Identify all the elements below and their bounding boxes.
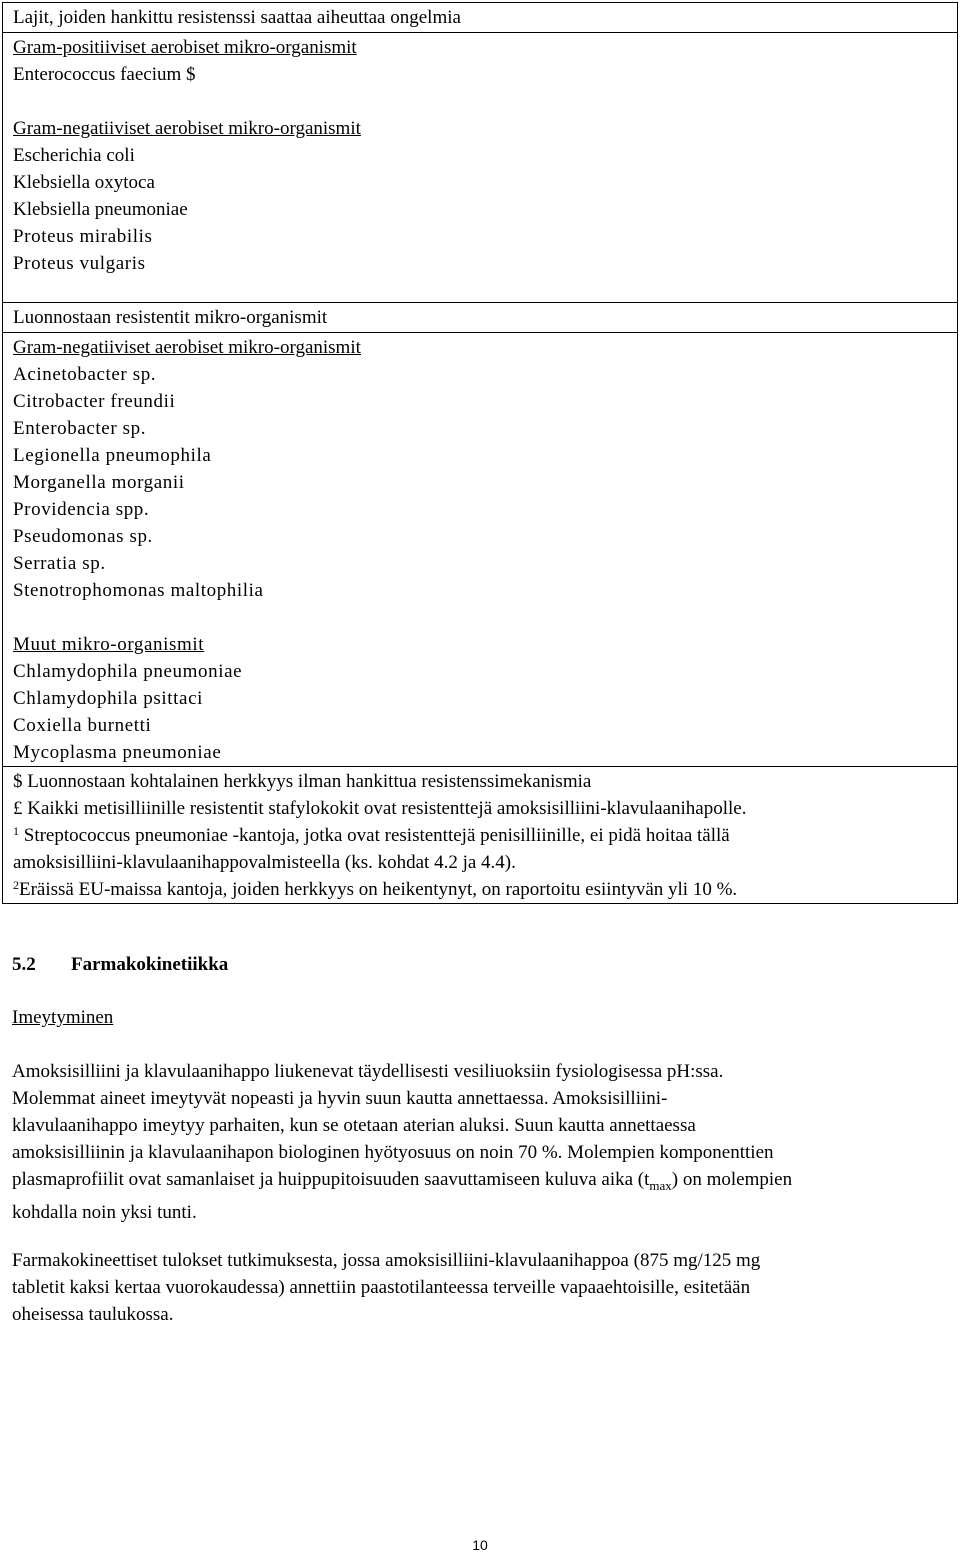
table-header-cell — [3, 3, 958, 33]
section-title: Farmakokinetiikka — [71, 954, 229, 975]
footnote-1-text: Streptococcus pneumoniae -kantoja, jotka ovat resistenttejä penisilliinille, ei pidä hoitaa tällä — [23, 825, 730, 846]
paragraph-line: kohdalla noin yksi tunti. — [12, 1201, 197, 1223]
section-heading — [12, 951, 228, 978]
group-title: Muut mikro-organismit — [13, 634, 205, 655]
intrinsic-resistance-cell — [3, 333, 958, 767]
organism-item: Enterococcus faecium $ — [13, 64, 196, 85]
paragraph-line: Farmakokineettiset tulokset tutkimuksesta, jossa amoksisilliini-klavulaanihappoa (875 mg/125 mg — [12, 1250, 761, 1271]
page-number: 10 — [472, 1537, 488, 1553]
line-part: ) on molempien — [671, 1169, 793, 1190]
group-title: Gram-negatiiviset aerobiset mikro-organismit — [13, 337, 361, 358]
organism-item: Morganella morganii — [13, 472, 185, 493]
paragraph-line: klavulaanihappo imeytyy parhaiten, kun se otetaan aterian aluksi. Suun kautta annettaessa — [12, 1115, 696, 1136]
footnote-dollar: $ Luonnostaan kohtalainen herkkyys ilman hankittua resistenssimekanismia — [13, 771, 592, 792]
line-part: plasmaprofiilit ovat samanlaiset ja huippupitoisuuden saavuttamiseen kuluva aika (t — [12, 1169, 650, 1190]
organism-item: Enterobacter sp. — [13, 418, 147, 439]
organism-item: Proteus mirabilis — [13, 226, 153, 247]
section-number: 5.2 — [12, 954, 36, 975]
footnote-pound: £ Kaikki metisilliinille resistentit stafylokokit ovat resistenttejä amoksisilliini-klavulaanihapolle. — [13, 798, 747, 819]
footnote-1 — [13, 822, 957, 849]
organism-item: Klebsiella oxytoca — [13, 172, 155, 193]
organism-item: Proteus vulgaris — [13, 253, 146, 274]
organism-item: Pseudomonas sp. — [13, 526, 153, 547]
pharmacokinetic-results-paragraph — [12, 1247, 952, 1328]
group-title: Gram-negatiiviset aerobiset mikro-organismit — [13, 118, 361, 139]
organism-item: Klebsiella pneumoniae — [13, 199, 188, 220]
subheading: Imeytyminen — [12, 1007, 114, 1028]
organism-item: Acinetobacter sp. — [13, 364, 157, 385]
resistant-header-cell — [3, 303, 958, 333]
spacer — [13, 88, 957, 115]
resistant-header: Luonnostaan resistentit mikro-organismit — [13, 307, 328, 328]
organism-item: Coxiella burnetti — [13, 715, 152, 736]
paragraph-line: tabletit kaksi kertaa vuorokaudessa) annettiin paastotilanteessa terveille vapaaehtoisille, esitetään — [12, 1277, 751, 1298]
table-header: Lajit, joiden hankittu resistenssi saattaa aiheuttaa ongelmia — [13, 7, 461, 28]
paragraph-line: Molemmat aineet imeytyvät nopeasti ja hyvin suun kautta annettaessa. Amoksisilliini- — [12, 1088, 668, 1109]
paragraph-line: amoksisilliinin ja klavulaanihapon biologinen hyötyosuus on noin 70 %. Molempien komponenttien — [12, 1142, 774, 1163]
paragraph-line: Amoksisilliini ja klavulaanihappo liukenevat täydellisesti vesiliuoksiin fysiologisessa pH:ssa. — [12, 1061, 724, 1082]
organism-item: Providencia spp. — [13, 499, 150, 520]
organism-item: Stenotrophomonas maltophilia — [13, 580, 264, 601]
paragraph-line: oheisessa taulukossa. — [12, 1304, 174, 1325]
organism-table — [2, 2, 958, 904]
absorption-paragraph — [12, 1058, 952, 1226]
paragraph-line — [12, 1166, 952, 1199]
organism-item: Chlamydophila pneumoniae — [13, 661, 243, 682]
tmax-subscript: max — [649, 1177, 672, 1193]
footnote-1-mark: 1 — [13, 824, 19, 838]
footnotes-cell — [3, 767, 958, 904]
group-title: Gram-positiiviset aerobiset mikro-organismit — [13, 37, 357, 58]
organism-item: Escherichia coli — [13, 145, 135, 166]
organism-item: Legionella pneumophila — [13, 445, 212, 466]
footnote-2-text: Eräissä EU-maissa kantoja, joiden herkkyys on heikentynyt, on raportoitu esiintyvän yli 10 %. — [19, 879, 738, 900]
organism-item: Serratia sp. — [13, 553, 106, 574]
organism-item: Citrobacter freundii — [13, 391, 176, 412]
spacer — [13, 604, 957, 631]
acquired-resistance-cell — [3, 33, 958, 303]
organism-item: Chlamydophila psittaci — [13, 688, 203, 709]
organism-item: Mycoplasma pneumoniae — [13, 742, 222, 763]
footnote-1-continuation: amoksisilliini-klavulaanihappovalmisteella (ks. kohdat 4.2 ja 4.4). — [13, 852, 516, 873]
footnote-2-mark: 2 — [13, 878, 19, 892]
footnote-2 — [13, 876, 957, 903]
